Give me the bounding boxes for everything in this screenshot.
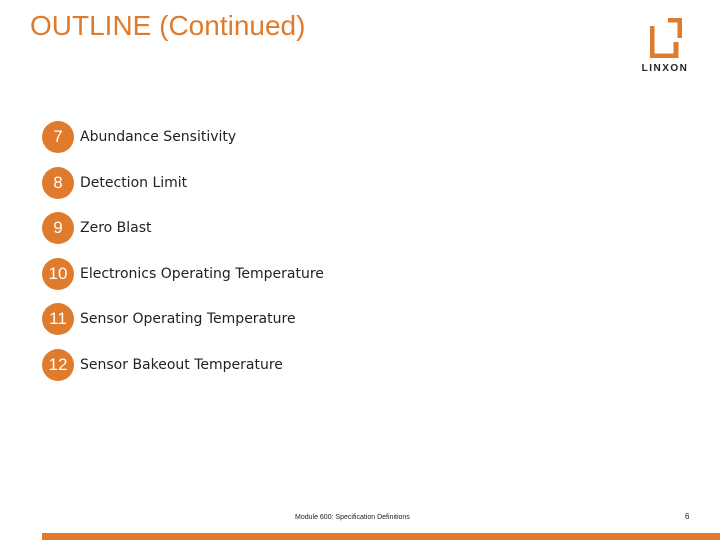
page-number: 6 xyxy=(685,512,690,521)
outline-item-label: Abundance Sensitivity xyxy=(80,129,237,145)
outline-item-number: 8 xyxy=(42,167,74,199)
company-logo xyxy=(636,16,696,76)
outline-item xyxy=(42,167,324,199)
outline-item-label: Zero Blast xyxy=(80,220,152,237)
footer-accent-bar xyxy=(42,533,720,540)
footer-module-title: Module 600: Specification Definitions xyxy=(295,514,410,521)
outline-item-label: Sensor Operating Temperature xyxy=(80,311,296,328)
slide-title: OUTLINE (Continued) xyxy=(30,10,306,41)
logo-mark-icon xyxy=(650,18,682,58)
outline-item xyxy=(42,258,324,290)
outline-item xyxy=(42,349,324,381)
outline-item-label: Electronics Operating Temperature xyxy=(80,265,324,282)
outline-item-label: Detection Limit xyxy=(80,174,188,191)
outline-item-label: Sensor Bakeout Temperature xyxy=(80,356,283,373)
outline-item xyxy=(42,303,324,335)
outline-item-number: 12 xyxy=(42,349,74,381)
outline-item-number: 10 xyxy=(42,258,74,290)
outline-item-number: 9 xyxy=(42,212,74,244)
outline-item-number: 11 xyxy=(42,303,74,335)
outline-item xyxy=(42,121,324,153)
outline-item-number: 7 xyxy=(42,121,74,153)
logo-wordmark: LINXON xyxy=(641,63,689,74)
outline-item xyxy=(42,212,324,244)
outline-list xyxy=(42,121,324,395)
